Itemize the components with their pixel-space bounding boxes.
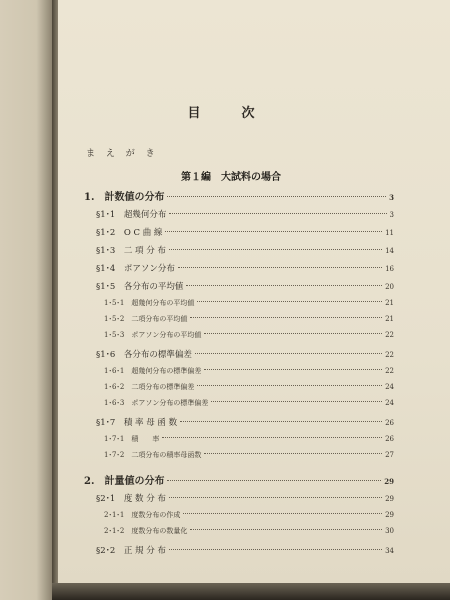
- toc-page-number: 21: [385, 315, 394, 323]
- toc-entry: §1･6 各分布の標準偏差 22: [96, 350, 394, 360]
- toc-page-number: 22: [385, 367, 394, 375]
- table-of-contents: [58, 0, 450, 583]
- toc-entry: 1･5･2 二項分布の平均値 21: [104, 315, 394, 323]
- toc-page-number: 3: [389, 211, 394, 219]
- toc-entry: §1･2 O C 曲 線 11: [96, 228, 394, 238]
- toc-page-number: 24: [385, 399, 394, 407]
- preface-entry: ま え が き: [86, 149, 159, 159]
- toc-entry: §2･2 正 規 分 布 34: [96, 546, 394, 556]
- toc-page-number: 22: [385, 331, 394, 339]
- toc-entry: 1･6･1 超幾何分布の標準偏差 22: [104, 367, 394, 375]
- toc-entry: 1･6･3 ポアソン分布の標準偏差 24: [104, 399, 394, 407]
- toc-page-number: 24: [385, 383, 394, 391]
- toc-entry: 2. 計量値の分布 29: [84, 476, 394, 487]
- toc-entry: §1･7 積 率 母 函 数 26: [96, 418, 394, 428]
- toc-page-number: 14: [385, 247, 394, 255]
- toc-page-number: 21: [385, 299, 394, 307]
- facing-page: [0, 0, 52, 600]
- toc-entry: §2･1 度 数 分 布 29: [96, 494, 394, 504]
- toc-entry: 1･5･3 ポアソン分布の平均値 22: [104, 331, 394, 339]
- toc-page-number: 16: [385, 265, 394, 273]
- toc-page-number: 34: [385, 547, 394, 555]
- toc-entry: §1･4 ポアソン分布 16: [96, 264, 394, 274]
- toc-entry: §1･1 超幾何分布 3: [96, 210, 394, 220]
- toc-entry: 1･7･2 二項分布の積率母函数 27: [104, 451, 394, 459]
- toc-entry: 1･5･1 超幾何分布の平均値 21: [104, 299, 394, 307]
- part-heading: 第１編 大試料の場合: [181, 172, 281, 183]
- toc-page-number: 26: [385, 419, 394, 427]
- toc-entry: 1. 計数値の分布 3: [84, 192, 394, 203]
- toc-page-number: 11: [385, 229, 394, 237]
- toc-entry: 2･1･1 度数分布の作成 29: [104, 511, 394, 519]
- toc-page-number: 22: [385, 351, 394, 359]
- toc-entry: §1･3 二 項 分 布 14: [96, 246, 394, 256]
- page-shadow: [52, 583, 450, 600]
- toc-page-number: 29: [385, 495, 394, 503]
- toc-page-number: 26: [385, 435, 394, 443]
- toc-page: [58, 0, 450, 583]
- toc-entry: 2･1･2 度数分布の数量化 30: [104, 527, 394, 535]
- toc-entry: 1･6･2 二項分布の標準偏差 24: [104, 383, 394, 391]
- toc-page-number: 20: [385, 283, 394, 291]
- toc-page-number: 30: [385, 527, 394, 535]
- toc-entry: §1･5 各分布の平均値 20: [96, 282, 394, 292]
- page-title: 目 次: [187, 106, 269, 121]
- toc-page-number: 29: [385, 511, 394, 519]
- toc-entry: 1･7･1 積 率 26: [104, 435, 394, 443]
- toc-page-number: 3: [389, 193, 394, 202]
- toc-page-number: 29: [384, 477, 394, 486]
- toc-page-number: 27: [385, 451, 394, 459]
